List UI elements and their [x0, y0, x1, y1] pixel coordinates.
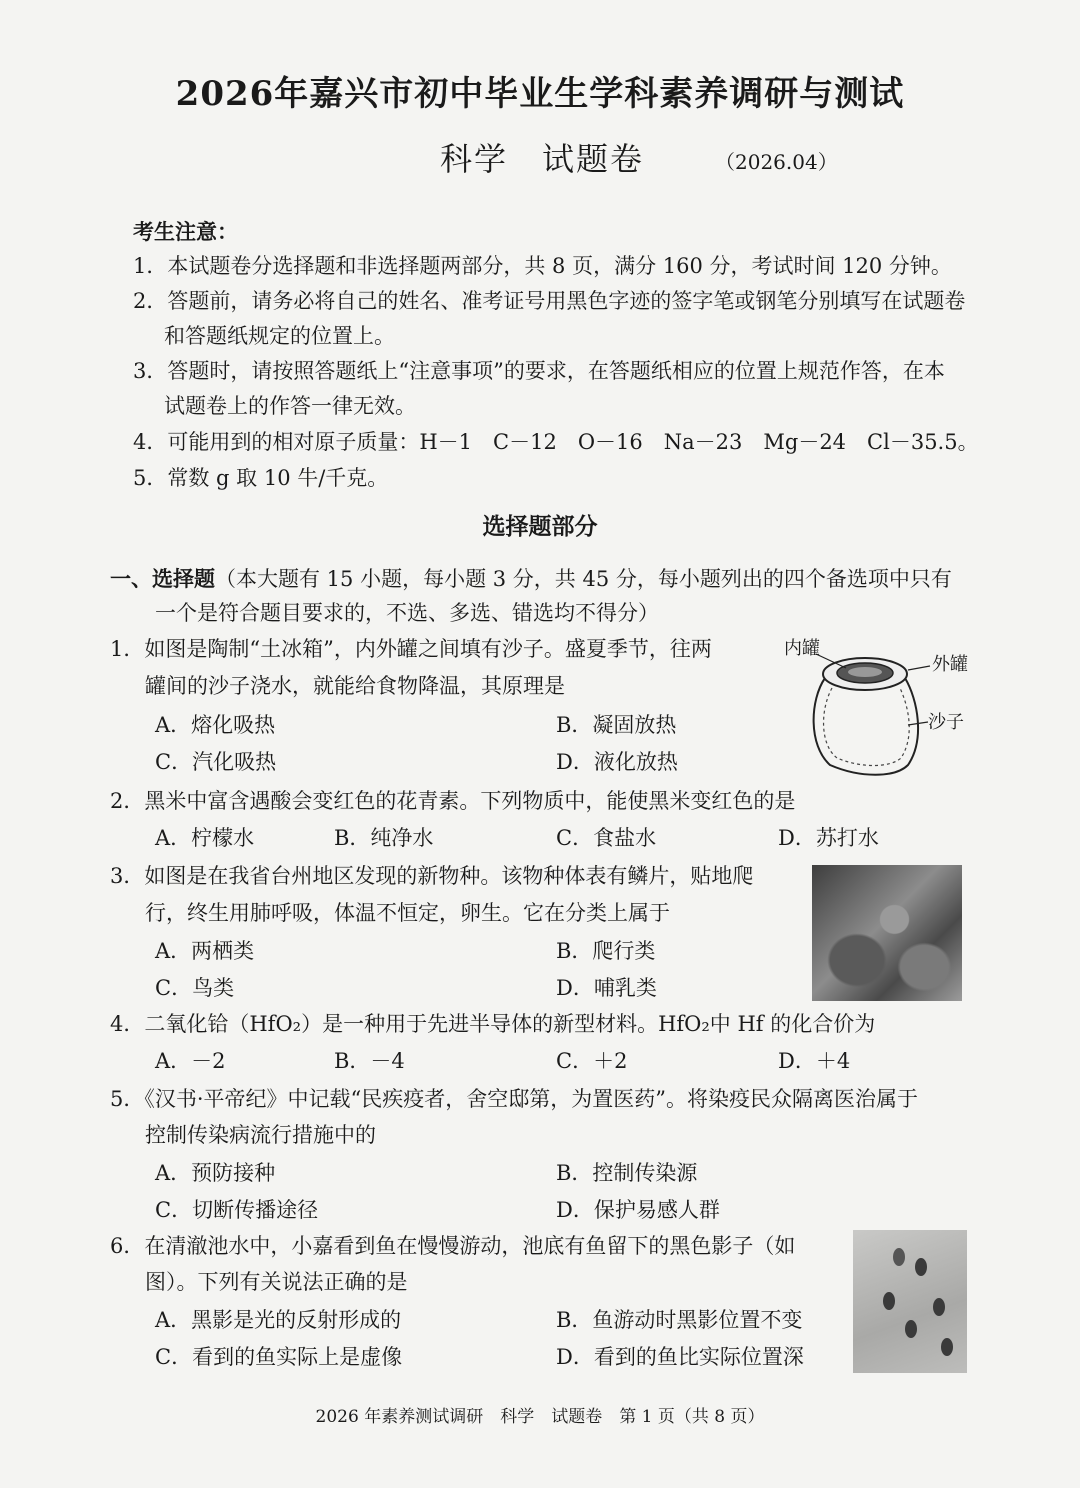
q3-option-d: D．哺乳类 — [556, 976, 657, 1000]
q6-option-c: C．看到的鱼实际上是虚像 — [155, 1345, 403, 1369]
q5-option-d: D．保护易感人群 — [556, 1198, 720, 1222]
fish-shadow-photo — [853, 1230, 967, 1373]
q6-option-a: A．黑影是光的反射形成的 — [155, 1308, 402, 1332]
section-intro-label: 一、选择题 — [110, 567, 215, 591]
notice-heading: 考生注意： — [133, 220, 238, 244]
q4-option-b: B．－4 — [334, 1049, 405, 1073]
q1-option-d: D．液化放热 — [556, 750, 678, 774]
fish-shadow-icon — [883, 1292, 895, 1310]
question-6-stem-cont: 图）。下列有关说法正确的是 — [145, 1270, 408, 1294]
fish-icon — [893, 1248, 905, 1266]
notice-item: 4．可能用到的相对原子质量：H－1 C－12 O－16 Na－23 Mg－24 Cl－35.5。 — [133, 430, 979, 454]
exam-date: （2026.04） — [715, 150, 838, 174]
fish-icon — [915, 1258, 927, 1276]
fish-shadow-icon — [905, 1320, 917, 1338]
question-3-stem: 3．如图是在我省台州地区发现的新物种。该物种体表有鳞片，贴地爬 — [110, 864, 754, 888]
section-title: 选择题部分 — [482, 514, 598, 540]
clay-jar-figure — [780, 630, 980, 780]
label-sand: 沙子 — [928, 712, 964, 733]
q2-option-a: A．柠檬水 — [155, 826, 255, 850]
lizard-photo — [812, 865, 962, 1001]
q1-option-c: C．汽化吸热 — [155, 750, 277, 774]
q5-option-c: C．切断传播途径 — [155, 1198, 319, 1222]
notice-item: 5．常数 g 取 10 牛/千克。 — [133, 466, 389, 490]
q4-option-a: A．－2 — [155, 1049, 226, 1073]
q2-option-b: B．纯净水 — [334, 826, 434, 850]
label-inner-jar: 内罐 — [784, 638, 820, 659]
q1-option-a: A．熔化吸热 — [155, 713, 276, 737]
q6-option-b: B．鱼游动时黑影位置不变 — [556, 1308, 803, 1332]
q6-option-d: D．看到的鱼比实际位置深 — [556, 1345, 804, 1369]
question-5-stem-cont: 控制传染病流行措施中的 — [145, 1123, 376, 1147]
q2-option-d: D．苏打水 — [778, 826, 879, 850]
question-1-stem-cont: 罐间的沙子浇水，就能给食物降温，其原理是 — [145, 674, 565, 698]
q5-option-b: B．控制传染源 — [556, 1161, 698, 1185]
question-4-stem: 4．二氧化铪（HfO₂）是一种用于先进半导体的新型材料。HfO₂中 Hf 的化合价为 — [110, 1012, 876, 1036]
notice-item: 3．答题时，请按照答题纸上“注意事项”的要求，在答题纸相应的位置上规范作答，在本 — [133, 359, 945, 383]
notice-item: 2．答题前，请务必将自己的姓名、准考证号用黑色字迹的签字笔或钢笔分别填写在试题卷 — [133, 289, 966, 313]
question-2-stem: 2．黑米中富含遇酸会变红色的花青素。下列物质中，能使黑米变红色的是 — [110, 789, 796, 813]
q3-option-a: A．两栖类 — [155, 939, 255, 963]
q4-option-d: D．＋4 — [778, 1049, 851, 1073]
section-intro — [110, 565, 952, 593]
q3-option-c: C．鸟类 — [155, 976, 235, 1000]
section-intro-cont: 一个是符合题目要求的，不选、多选、错选均不得分） — [155, 601, 659, 625]
notice-item: 和答题纸规定的位置上。 — [164, 324, 395, 348]
q3-option-b: B．爬行类 — [556, 939, 656, 963]
q2-option-c: C．食盐水 — [556, 826, 657, 850]
page-title: 2026年嘉兴市初中毕业生学科素养调研与测试 — [175, 74, 905, 114]
notice-item: 1．本试题卷分选择题和非选择题两部分，共 8 页，满分 160 分，考试时间 120 分钟。 — [133, 254, 952, 278]
question-6-stem: 6．在清澈池水中，小嘉看到鱼在慢慢游动，池底有鱼留下的黑色影子（如 — [110, 1234, 796, 1258]
section-intro-text: （本大题有 15 小题，每小题 3 分，共 45 分，每小题列出的四个备选项中只有 — [215, 567, 952, 591]
fish-shadow-icon — [941, 1338, 953, 1356]
page-subtitle: 科学 试题卷 — [440, 140, 645, 178]
q5-option-a: A．预防接种 — [155, 1161, 276, 1185]
notice-item: 试题卷上的作答一律无效。 — [164, 394, 416, 418]
label-outer-jar: 外罐 — [932, 654, 968, 675]
question-3-stem-cont: 行，终生用肺呼吸，体温不恒定，卵生。它在分类上属于 — [145, 901, 670, 925]
question-5-stem: 5．《汉书·平帝纪》中记载“民疾疫者，舍空邸第，为置医药”。将染疫民众隔离医治属于 — [110, 1087, 919, 1111]
page-footer: 2026 年素养测试调研 科学 试题卷 第 1 页（共 8 页） — [315, 1407, 765, 1427]
question-1-stem: 1．如图是陶制“土冰箱”，内外罐之间填有沙子。盛夏季节，往两 — [110, 637, 712, 661]
q1-option-b: B．凝固放热 — [556, 713, 677, 737]
q4-option-c: C．＋2 — [556, 1049, 628, 1073]
fish-shadow-icon — [933, 1298, 945, 1316]
